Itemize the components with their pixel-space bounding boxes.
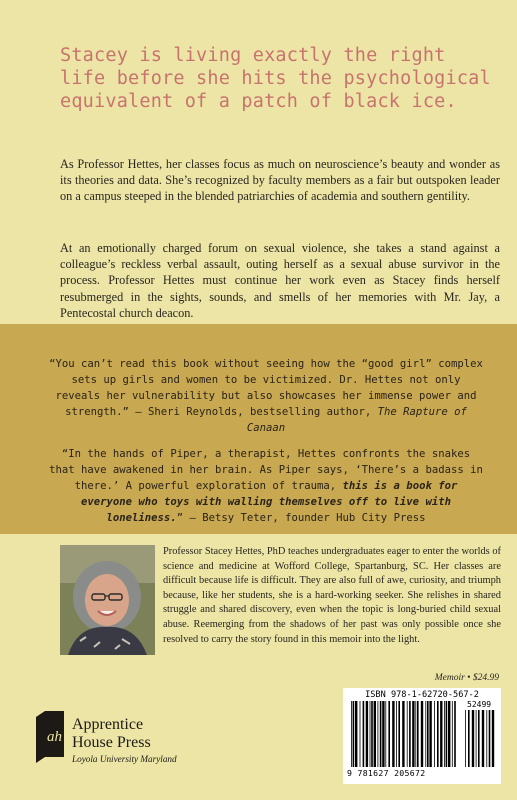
blurb-teter-text: “In the hands of Piper, a therapist, Hettes confronts the snakes that have awakened in her brain. As Piper says, ‘There’s a badass in there.’ A powerful exploration of trauma,: [49, 448, 483, 492]
book-page-logo-icon: [35, 710, 65, 764]
cover-headline: Stacey is living exactly the right life before she hits the psychological equivalent of a patch of black ice.: [60, 45, 491, 112]
author-portrait-icon: [60, 545, 155, 655]
blurb-reynolds-text: “You can’t read this book without seeing how the “good girl” complex sets up girls and women to be victimized. Dr. Hettes not only reveals her vulnerability but also showcases her immense power and strength.”: [49, 358, 483, 418]
description-paragraph-1: As Professor Hettes, her classes focus as much on neuroscience’s beauty and wonder as its theories and data. She’s recognized by faculty members as a fair but outspoken leader on a campus steeped in the blended patriarchies of academia and southern gentility.: [60, 157, 500, 204]
barcode-price-code: 52499: [467, 700, 492, 709]
publisher-logo-letters: ah: [47, 729, 62, 745]
publisher-subtitle: Loyola University Maryland: [72, 754, 177, 764]
blurb-reynolds-attribution: — Sheri Reynolds, bestselling author,: [128, 406, 378, 418]
blurb-teter: [46, 446, 486, 526]
price-addon-barcode-icon: [463, 710, 496, 767]
author-photo: [60, 545, 155, 655]
author-bio: Professor Stacey Hettes, PhD teaches undergraduates eager to enter the worlds of science and medicine at Wofford College, Spartanburg, SC. Her classes are difficult because life is difficult. They are also full of awe, curiosity, and triumph because, like her students, she is a hard-working seeker. She relishes in shared struggle and shared discovery, even when the topic is long-buried child sexual abuse. Reemerging from the shadows of her past was only possible once she resolved to carry the story found in this memoir into the light.: [163, 546, 501, 645]
blurb-reynolds: [46, 356, 486, 436]
blurb-teter-close-quote: ”: [176, 512, 184, 524]
description-paragraph-2: At an emotionally charged forum on sexual violence, she takes a stand against a colleague’s reckless verbal assault, outing herself as a sexual abuse survivor in the process. Professor Hettes must continue her work even as Stacey finds herself resubmerged in the sights, sounds, and smells of her memories with Mr. Jay, a Pentecostal church deacon.: [60, 241, 500, 320]
publisher-name-line2: House Press: [72, 734, 151, 751]
blurb-teter-attribution: — Betsy Teter, founder Hub City Press: [183, 512, 426, 524]
barcode: [343, 688, 501, 784]
barcode-digits: 9 781627 205672: [347, 768, 426, 778]
publisher-name: [72, 716, 151, 752]
publisher-name-line1: Apprentice: [72, 716, 144, 733]
blurb-reynolds-book-title: The Rapture of Canaan: [246, 406, 467, 434]
blurb-teter-emphasis: this is a book for everyone who toys with walling themselves off to live with loneliness.: [81, 480, 458, 524]
ean-barcode-icon: [349, 701, 457, 767]
isbn-label: ISBN 978-1-62720-567-2: [365, 690, 479, 700]
genre-price: Memoir • $24.99: [434, 673, 499, 683]
